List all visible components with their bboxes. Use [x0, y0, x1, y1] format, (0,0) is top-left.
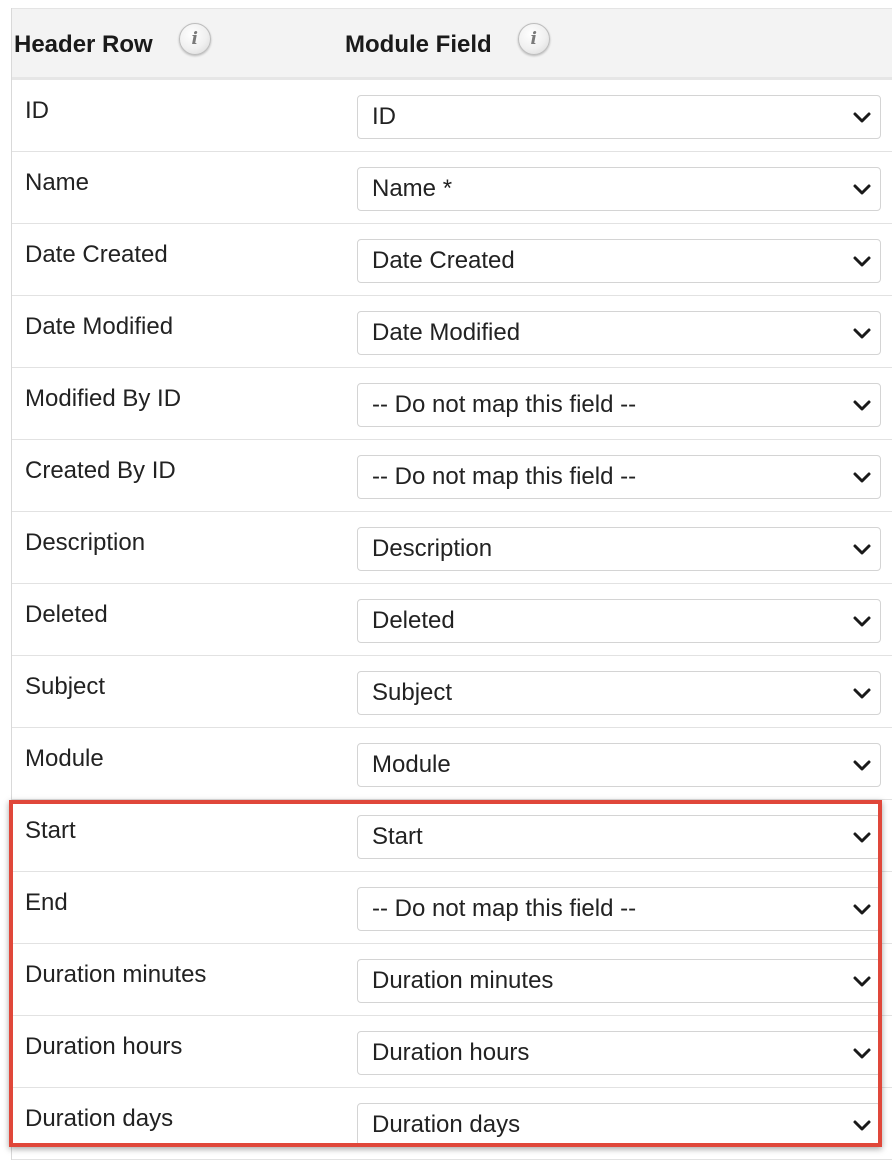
- header-row-field-label: Subject: [25, 673, 106, 700]
- module-field-label: Module Field: [345, 31, 492, 58]
- module-field-selected-value: -- Do not map this field --: [372, 391, 637, 418]
- header-row-field-label: Module: [25, 745, 104, 772]
- header-row-field-label: Start: [25, 817, 76, 844]
- header-row-field-label: Created By ID: [25, 457, 176, 484]
- table-row-2: [12, 224, 892, 296]
- header-row-field-label: Name: [25, 169, 90, 196]
- chevron-down-icon: [852, 180, 872, 200]
- chevron-down-icon: [852, 324, 872, 344]
- header-row-label: Header Row: [14, 31, 153, 58]
- table-row-5: [12, 440, 892, 512]
- header-row-field-label: Duration hours: [25, 1033, 183, 1060]
- header-row-field-label: Description: [25, 529, 146, 556]
- header-row-field-label: Date Modified: [25, 313, 174, 340]
- module-field-selected-value: Duration minutes: [372, 967, 554, 994]
- header-row-field-label: Duration days: [25, 1105, 174, 1132]
- module-field-selected-value: Deleted: [372, 607, 455, 634]
- chevron-down-icon: [852, 684, 872, 704]
- table-row-3: [12, 296, 892, 368]
- table-row-6: [12, 512, 892, 584]
- module-field-column-header: [345, 9, 550, 81]
- table-row-12: [12, 944, 892, 1016]
- table-row-14: [12, 1088, 892, 1160]
- chevron-down-icon: [852, 756, 872, 776]
- module-field-select[interactable]: [357, 671, 881, 715]
- table-row-4: [12, 368, 892, 440]
- chevron-down-icon: [852, 108, 872, 128]
- module-field-selected-value: Date Created: [372, 247, 515, 274]
- table-header: [12, 8, 892, 80]
- field-mapping-table: [11, 8, 892, 1160]
- table-row-10: [12, 800, 892, 872]
- table-row-11: [12, 872, 892, 944]
- module-field-select[interactable]: [357, 95, 881, 139]
- module-field-select[interactable]: [357, 383, 881, 427]
- chevron-down-icon: [852, 396, 872, 416]
- table-row-9: [12, 728, 892, 800]
- chevron-down-icon: [852, 828, 872, 848]
- module-field-selected-value: Description: [372, 535, 493, 562]
- table-row-1: [12, 152, 892, 224]
- header-row-field-label: Modified By ID: [25, 385, 182, 412]
- module-field-selected-value: -- Do not map this field --: [372, 463, 637, 490]
- module-field-selected-value: Duration days: [372, 1111, 521, 1138]
- module-field-select[interactable]: [357, 239, 881, 283]
- header-row-field-label: ID: [25, 97, 49, 124]
- table-row-8: [12, 656, 892, 728]
- module-field-selected-value: Name *: [372, 175, 453, 202]
- table-row-7: [12, 584, 892, 656]
- module-field-select[interactable]: [357, 887, 881, 931]
- mapping-rows: [12, 80, 892, 1160]
- module-field-selected-value: Subject: [372, 679, 453, 706]
- module-field-select[interactable]: [357, 1031, 881, 1075]
- chevron-down-icon: [852, 972, 872, 992]
- module-field-select[interactable]: [357, 311, 881, 355]
- info-icon[interactable]: i: [179, 23, 211, 55]
- chevron-down-icon: [852, 252, 872, 272]
- chevron-down-icon: [852, 1116, 872, 1136]
- chevron-down-icon: [852, 612, 872, 632]
- table-row-13: [12, 1016, 892, 1088]
- module-field-selected-value: -- Do not map this field --: [372, 895, 637, 922]
- module-field-select[interactable]: [357, 527, 881, 571]
- chevron-down-icon: [852, 468, 872, 488]
- table-row-0: [12, 80, 892, 152]
- header-row-column-header: [14, 9, 211, 81]
- module-field-select[interactable]: [357, 743, 881, 787]
- header-row-field-label: End: [25, 889, 68, 916]
- chevron-down-icon: [852, 1044, 872, 1064]
- module-field-select[interactable]: [357, 959, 881, 1003]
- module-field-select[interactable]: [357, 455, 881, 499]
- chevron-down-icon: [852, 900, 872, 920]
- module-field-selected-value: Module: [372, 751, 451, 778]
- chevron-down-icon: [852, 540, 872, 560]
- module-field-select[interactable]: [357, 167, 881, 211]
- module-field-selected-value: Start: [372, 823, 423, 850]
- header-row-field-label: Deleted: [25, 601, 108, 628]
- module-field-selected-value: Duration hours: [372, 1039, 530, 1066]
- module-field-select[interactable]: [357, 599, 881, 643]
- header-row-field-label: Date Created: [25, 241, 168, 268]
- info-icon[interactable]: i: [518, 23, 550, 55]
- module-field-selected-value: ID: [372, 103, 396, 130]
- module-field-select[interactable]: [357, 1103, 881, 1147]
- header-row-field-label: Duration minutes: [25, 961, 207, 988]
- module-field-select[interactable]: [357, 815, 881, 859]
- module-field-selected-value: Date Modified: [372, 319, 521, 346]
